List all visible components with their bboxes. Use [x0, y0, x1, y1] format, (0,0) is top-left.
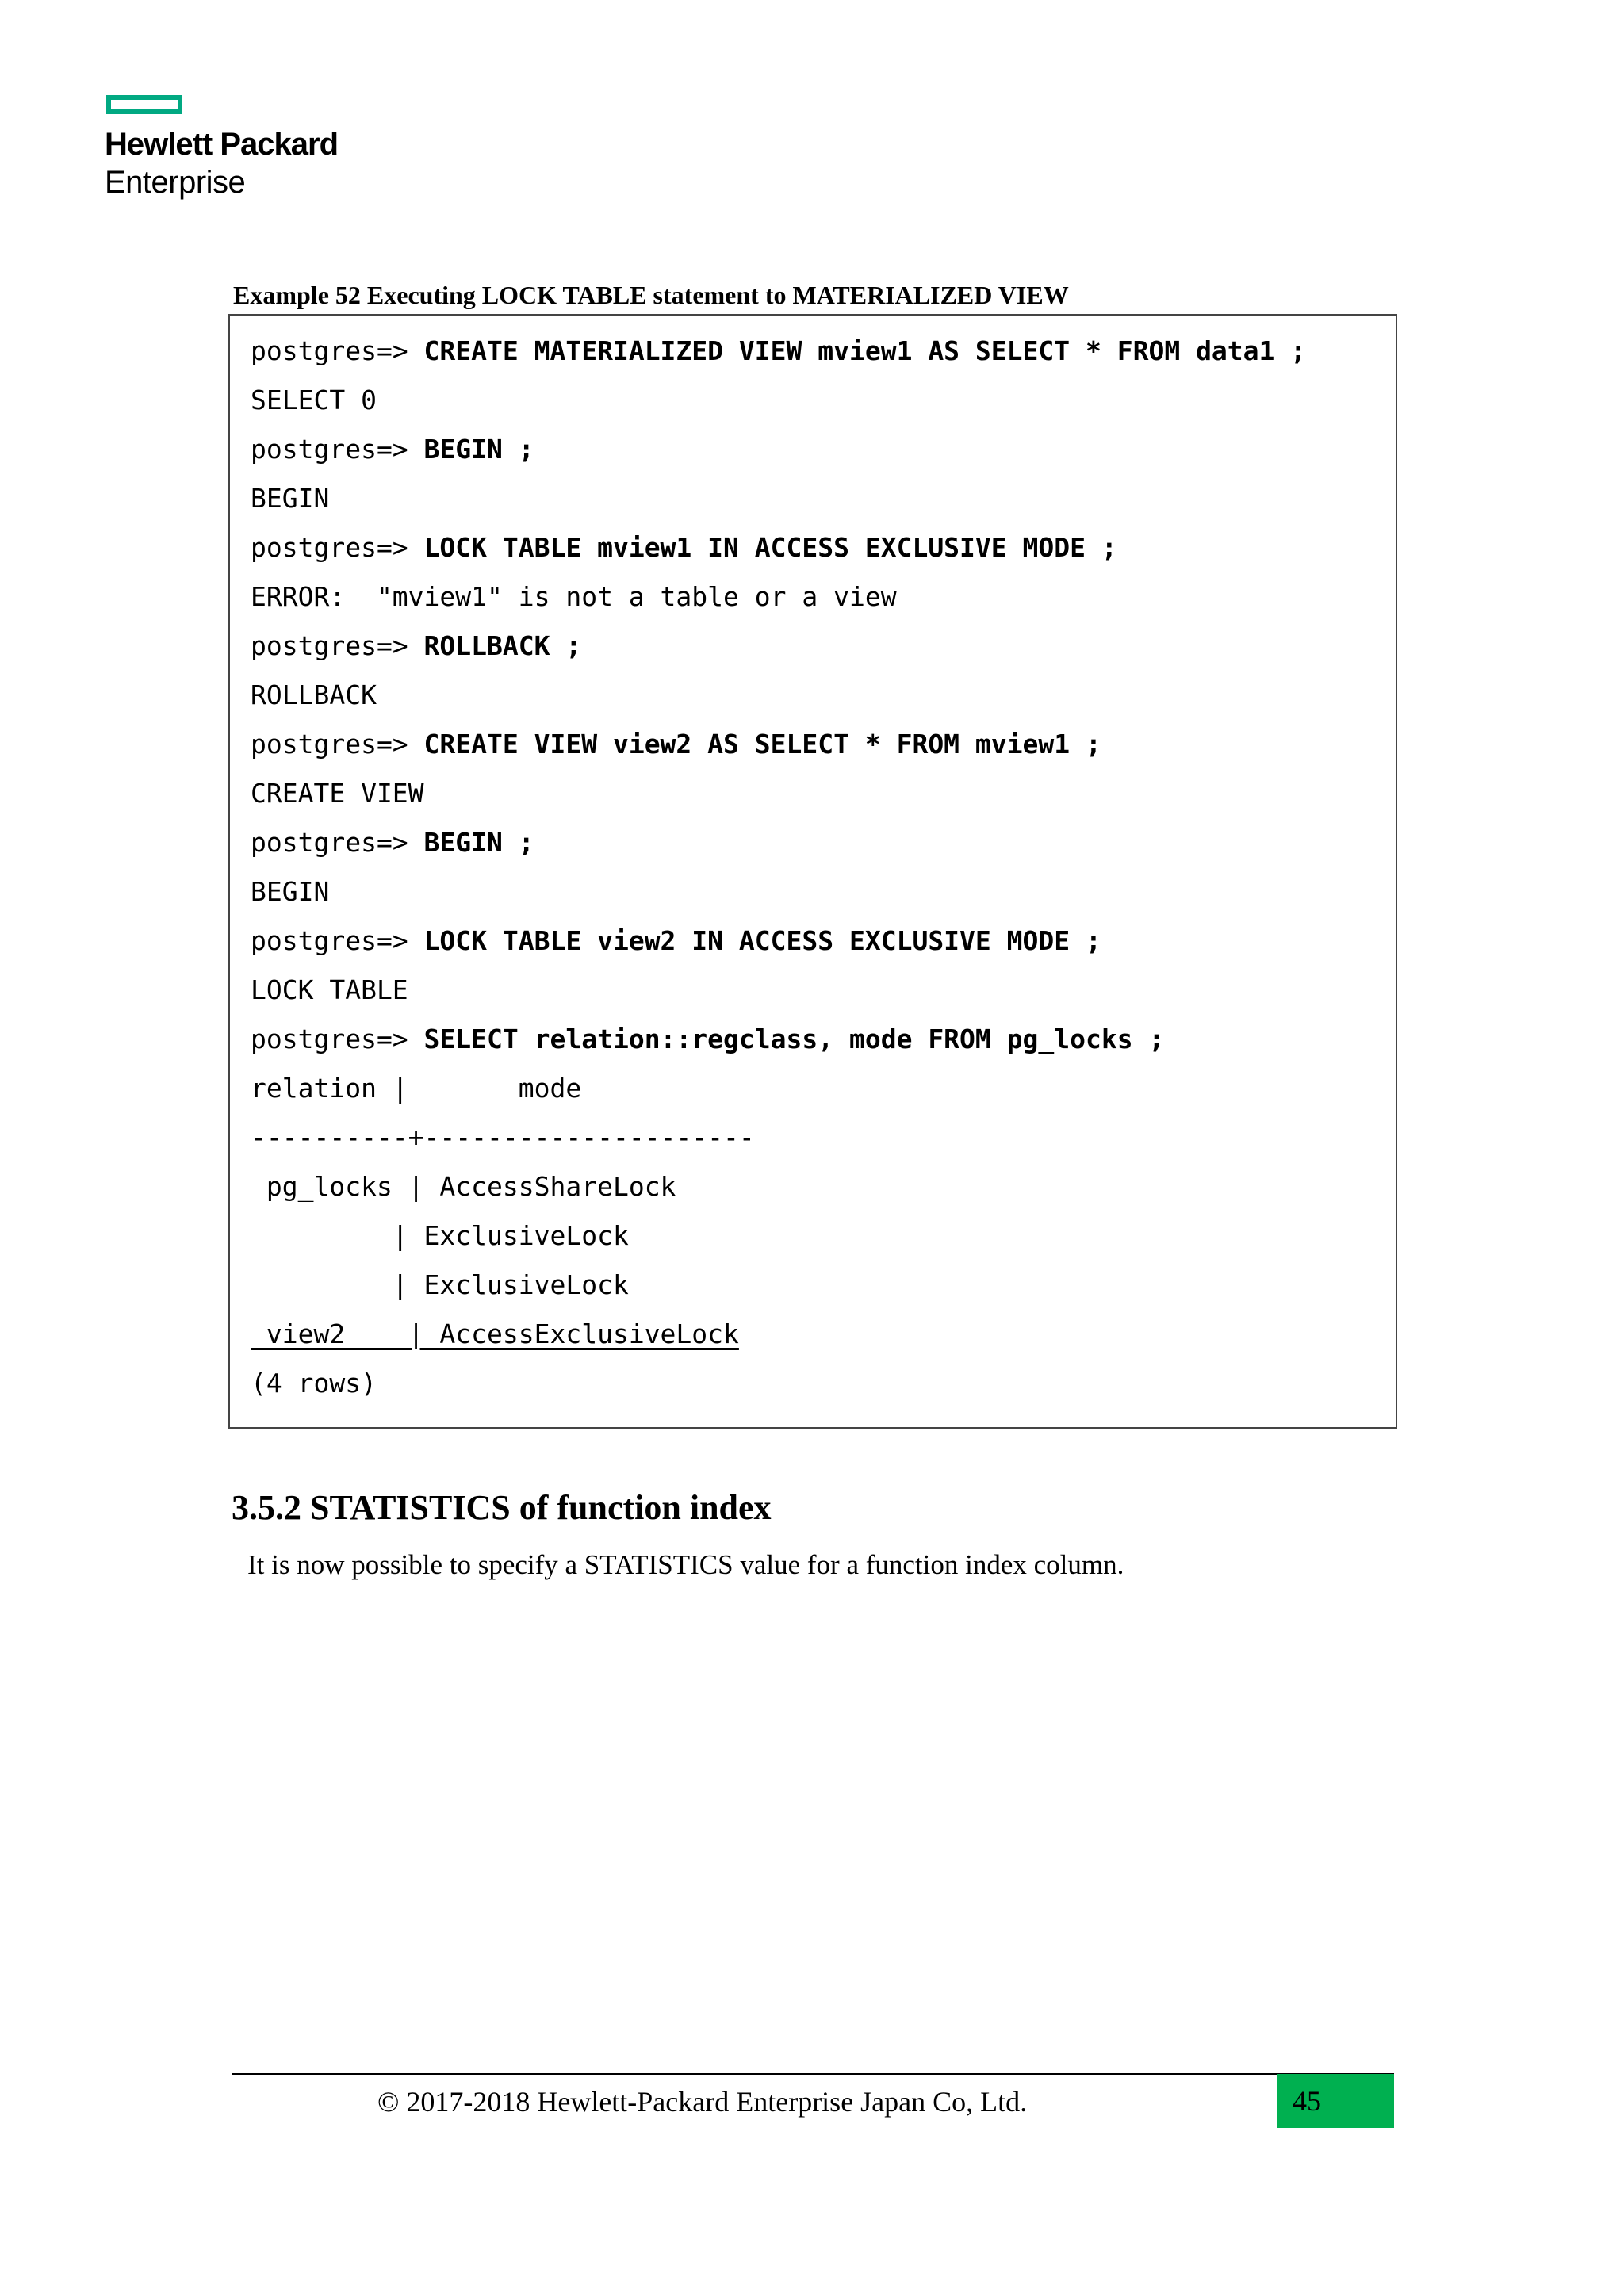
logo-bar-graphic	[106, 95, 182, 114]
code-line: ROLLBACK	[251, 679, 377, 710]
result-row: | ExclusiveLock	[251, 1269, 629, 1300]
code-line	[251, 925, 1101, 956]
example-caption: Example 52 Executing LOCK TABLE statement to MATERIALIZED VIEW	[233, 281, 1069, 309]
code-line: BEGIN	[251, 483, 330, 514]
section-heading: 3.5.2 STATISTICS of function index	[232, 1488, 772, 1527]
code-line: ERROR: "mview1" is not a table or a view	[251, 581, 897, 612]
code-prompt: postgres=>	[251, 827, 424, 858]
result-header: relation | mode	[251, 1073, 582, 1104]
code-line	[251, 1026, 1164, 1052]
logo-text-line1: Hewlett Packard	[105, 127, 339, 162]
code-prompt: postgres=>	[251, 630, 424, 661]
code-command: BEGIN ;	[423, 434, 534, 465]
code-line: LOCK TABLE	[251, 974, 408, 1005]
code-line: CREATE VIEW	[251, 778, 424, 809]
code-prompt: postgres=>	[251, 925, 424, 956]
code-line	[251, 335, 1307, 366]
code-command: LOCK TABLE mview1 IN ACCESS EXCLUSIVE MODE ;	[423, 532, 1117, 563]
result-row: pg_locks | AccessShareLock	[251, 1171, 676, 1202]
section-body: It is now possible to specify a STATISTICS value for a function index column.	[247, 1549, 1124, 1580]
code-line	[251, 534, 1117, 561]
footer-divider	[232, 2073, 1394, 2075]
code-command: CREATE MATERIALIZED VIEW mview1 AS SELECT * FROM data1 ;	[423, 335, 1307, 366]
code-command: ROLLBACK ;	[423, 630, 582, 661]
code-command: BEGIN ;	[423, 827, 534, 858]
result-row: view2 | AccessExclusiveLock	[251, 1318, 739, 1349]
result-row-count: (4 rows)	[251, 1368, 377, 1399]
code-prompt: postgres=>	[251, 434, 424, 465]
code-prompt: postgres=>	[251, 1024, 424, 1054]
code-line	[251, 729, 1101, 760]
code-prompt: postgres=>	[251, 335, 424, 366]
page-number-badge: 45	[1277, 2074, 1394, 2128]
result-row: | ExclusiveLock	[251, 1220, 629, 1251]
code-prompt: postgres=>	[251, 532, 424, 563]
code-line: BEGIN	[251, 876, 330, 907]
hpe-logo	[105, 94, 358, 205]
code-line	[251, 434, 534, 465]
code-prompt: postgres=>	[251, 729, 424, 760]
logo-text-line2: Enterprise	[105, 165, 246, 200]
code-line	[251, 827, 534, 858]
code-command: SELECT relation::regclass, mode FROM pg_locks ;	[423, 1024, 1165, 1054]
code-line: SELECT 0	[251, 385, 377, 415]
code-line	[251, 630, 582, 661]
code-command: LOCK TABLE view2 IN ACCESS EXCLUSIVE MODE ;	[423, 925, 1101, 956]
code-command: CREATE VIEW view2 AS SELECT * FROM mview1 ;	[423, 729, 1101, 760]
code-block	[228, 314, 1397, 1429]
footer-copyright: © 2017-2018 Hewlett-Packard Enterprise Japan Co, Ltd.	[377, 2086, 1028, 2118]
result-separator: ----------+---------------------	[251, 1122, 755, 1153]
